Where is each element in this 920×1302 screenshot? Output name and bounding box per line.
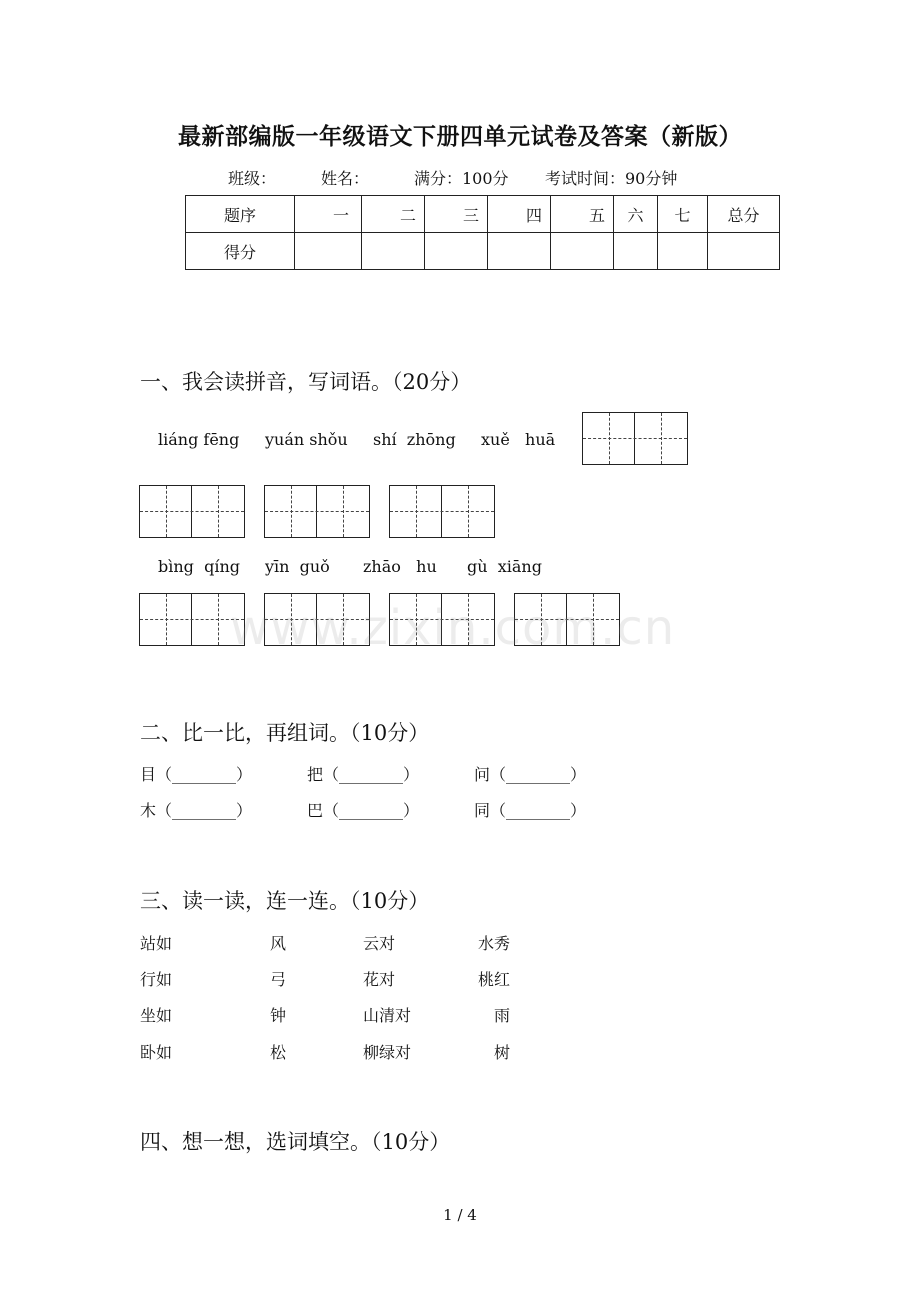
match-item: 弓 [270,970,287,989]
exam-time: 考试时间：90分钟 [545,169,678,188]
match-item: 花对 [363,970,396,989]
page-title: 最新部编版一年级语文下册四单元试卷及答案（新版） [178,123,742,150]
writing-grid[interactable] [264,485,370,538]
table-cell: 二 [362,196,425,233]
table-cell: 题序 [186,196,295,233]
pinyin-item: yīn guǒ [265,557,330,576]
match-item: 坐如 [140,1006,173,1025]
pinyin-item: gù xiāng [467,557,542,576]
match-item: 树 [493,1043,510,1062]
table-cell: 七 [658,196,708,233]
match-item: 松 [270,1043,287,1062]
pinyin-item: liáng fēng [158,430,240,449]
table-cell: 六 [614,196,658,233]
page-number: 1 / 4 [443,1206,477,1224]
name-label: 姓名： [321,169,370,188]
word-blank[interactable]: 巴（________） [307,801,420,820]
match-item: 钟 [270,1006,287,1025]
score-input-cell[interactable] [488,233,551,270]
match-item: 山清对 [363,1006,412,1025]
pinyin-item: xuě huā [481,430,556,449]
table-cell: 一 [295,196,362,233]
section4-heading: 四、想一想，选词填空。（10分） [140,1130,451,1154]
match-item: 站如 [140,934,173,953]
table-cell: 总分 [708,196,780,233]
match-item: 桃红 [477,970,510,989]
table-cell: 三 [425,196,488,233]
section2-heading: 二、比一比，再组词。（10分） [140,721,430,745]
match-item: 雨 [493,1006,510,1025]
writing-grid[interactable] [582,412,688,465]
match-item: 卧如 [140,1043,173,1062]
table-cell: 四 [488,196,551,233]
score-input-cell[interactable] [614,233,658,270]
score-input-cell[interactable] [708,233,780,270]
match-item: 行如 [140,970,173,989]
table-row [186,196,780,233]
full-score: 满分：100分 [414,169,509,188]
word-blank[interactable]: 目（________） [140,765,253,784]
table-row [186,233,780,270]
match-item: 云对 [363,934,396,953]
score-input-cell[interactable] [551,233,614,270]
score-input-cell[interactable] [425,233,488,270]
word-blank[interactable]: 木（________） [140,801,253,820]
writing-grid[interactable] [389,485,495,538]
pinyin-item: zhāo hu [363,557,437,576]
pinyin-item: yuán shǒu [265,430,348,449]
match-item: 柳绿对 [363,1043,412,1062]
class-label: 班级： [228,169,277,188]
match-item: 水秀 [477,934,510,953]
score-input-cell[interactable] [295,233,362,270]
word-blank[interactable]: 把（________） [307,765,420,784]
score-input-cell[interactable] [658,233,708,270]
section1-heading: 一、我会读拼音，写词语。（20分） [140,370,472,394]
match-item: 风 [270,934,287,953]
table-cell: 得分 [186,233,295,270]
word-blank[interactable]: 同（________） [474,801,587,820]
score-table [185,195,780,270]
score-input-cell[interactable] [362,233,425,270]
table-cell: 五 [551,196,614,233]
word-blank[interactable]: 问（________） [474,765,587,784]
writing-grid[interactable] [139,485,245,538]
section3-heading: 三、读一读，连一连。（10分） [140,889,430,913]
watermark: www.zixin.com.cn [230,600,676,656]
pinyin-item: shí zhōng [373,430,456,449]
pinyin-item: bìng qíng [158,557,240,576]
